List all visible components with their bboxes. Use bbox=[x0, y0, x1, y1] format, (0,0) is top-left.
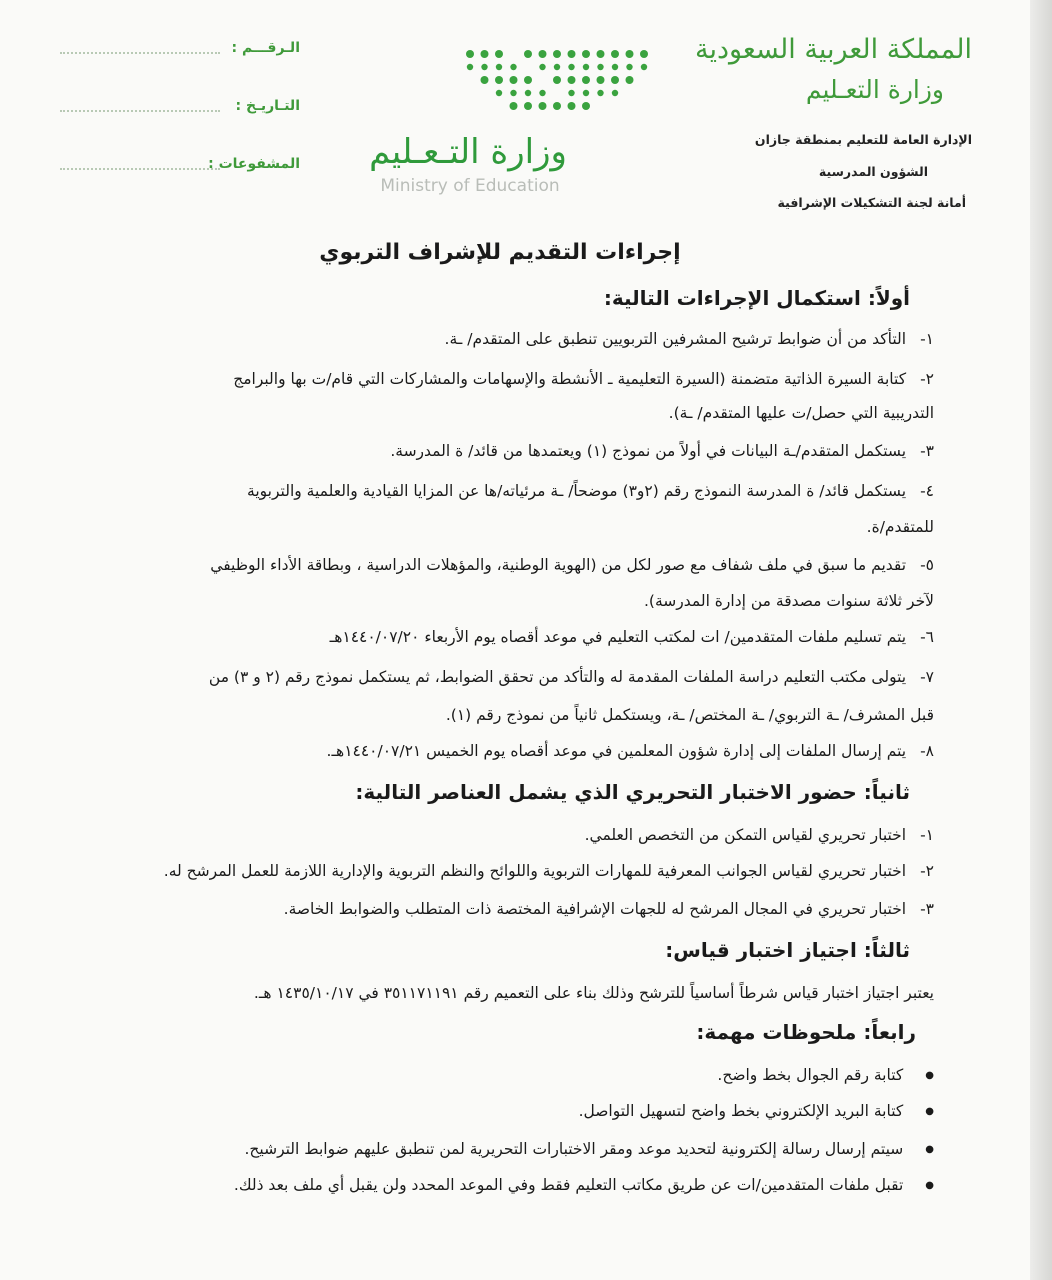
number-dotted-line bbox=[60, 52, 220, 54]
logo-dot bbox=[539, 90, 545, 96]
date-label: التـاريـخ : bbox=[235, 98, 300, 114]
logo-dot bbox=[481, 76, 489, 84]
section-line: الشؤون المدرسية bbox=[818, 164, 928, 179]
logo-dot bbox=[510, 64, 516, 70]
attachments-label: المشفوعات : bbox=[208, 156, 300, 172]
logo-dot bbox=[612, 64, 618, 70]
list-item bbox=[247, 482, 934, 500]
logo-dot bbox=[626, 76, 634, 84]
logo-dot bbox=[510, 90, 516, 96]
item-text: يتم تسليم ملفات المتقدمين/ ات لمكتب التعليم في موعد أقصاه يوم الأربعاء ١٤٤٠/٠٧/٢٠هـ bbox=[329, 628, 907, 646]
header-right-block bbox=[672, 34, 972, 104]
logo-dot bbox=[626, 64, 632, 70]
item-text: يتم إرسال الملفات إلى إدارة شؤون المعلمين في موعد أقصاه يوم الخميس ١٤٤٠/٠٧/٢١هـ. bbox=[326, 742, 907, 760]
item-text: يتولى مكتب التعليم دراسة الملفات المقدمة له والتأكد من تحقق الضوابط، ثم يستكمل نموذج رقم (٢ و ٣) من bbox=[208, 668, 907, 686]
bullet-item: ● سيتم إرسال رسالة إلكترونية لتحديد موعد ومقر الاختبارات التحريرية لمن تنطبق عليهم ضوابط الترشيح. bbox=[244, 1140, 934, 1158]
logo-dot bbox=[568, 90, 574, 96]
logo-dot bbox=[510, 102, 518, 110]
logo-dot bbox=[525, 90, 531, 96]
item-number: ٦- bbox=[920, 628, 934, 646]
logo-dot bbox=[583, 90, 589, 96]
logo-dot bbox=[496, 64, 502, 70]
item-continuation: قبل المشرف/ ـة التربوي/ ـة المختص/ ـة، ويستكمل ثانياً من نموذج رقم (١). bbox=[445, 706, 934, 724]
item-continuation: للمتقدم/ة. bbox=[866, 518, 934, 536]
list-item bbox=[233, 370, 934, 388]
list-item bbox=[390, 442, 934, 460]
department-line: الإدارة العامة للتعليم بمنطقة جازان bbox=[754, 132, 972, 147]
bullet-item: ● كتابة البريد الإلكتروني بخط واضح لتسهيل التواصل. bbox=[579, 1102, 934, 1120]
logo-dot bbox=[597, 90, 603, 96]
logo-dot bbox=[582, 50, 590, 58]
logo-dot bbox=[641, 64, 647, 70]
logo-dot bbox=[496, 90, 502, 96]
item-text: يستكمل قائد/ ة المدرسة النموذج رقم (٢و٣) موضحاً/ ـة مرئياته/ها عن المزايا القيادية والعلمية والتربوية bbox=[247, 482, 907, 500]
logo-dot bbox=[510, 76, 518, 84]
logo-dot bbox=[568, 76, 576, 84]
logo-dot bbox=[481, 50, 489, 58]
logo-english-text: Ministry of Education bbox=[380, 176, 560, 196]
list-item bbox=[585, 826, 934, 844]
section2-heading: ثانياً: حضور الاختبار التحريري الذي يشمل العناصر التالية: bbox=[355, 780, 910, 804]
list-item bbox=[210, 556, 934, 574]
logo-dot bbox=[568, 50, 576, 58]
item-text: اختبار تحريري لقياس التمكن من التخصص العلمي. bbox=[584, 826, 907, 844]
list-item bbox=[445, 330, 934, 348]
list-item bbox=[209, 668, 934, 686]
logo-dot bbox=[582, 76, 590, 84]
item-continuation: لآخر ثلاثة سنوات مصدقة من إدارة المدرسة). bbox=[644, 592, 934, 610]
date-dotted-line bbox=[60, 110, 220, 112]
logo-dot bbox=[524, 76, 532, 84]
logo-dot bbox=[597, 76, 605, 84]
logo-dot bbox=[554, 64, 560, 70]
bullet-item: ● تقبل ملفات المتقدمين/ات عن طريق مكاتب التعليم فقط وفي الموعد المحدد ولن يقبل أي ملف بعد ذلك. bbox=[234, 1176, 934, 1194]
item-text: تقديم ما سبق في ملف شفاف مع صور لكل من (الهوية الوطنية، والمؤهلات الدراسية ، وبطاقة الأداء الوظيفي bbox=[210, 556, 907, 574]
item-number: ٥- bbox=[920, 556, 934, 574]
logo-dot bbox=[481, 64, 487, 70]
item-text: التأكد من أن ضوابط ترشيح المشرفين التربويين تنطبق على المتقدم/ ـة. bbox=[444, 330, 907, 348]
item-number: ٧- bbox=[920, 668, 934, 686]
number-field bbox=[60, 40, 300, 60]
logo-dot bbox=[568, 102, 576, 110]
logo-dot bbox=[582, 102, 590, 110]
item-number: ٢- bbox=[920, 370, 934, 388]
logo-dot bbox=[466, 50, 474, 58]
logo-dot bbox=[539, 64, 545, 70]
logo-dot bbox=[495, 50, 503, 58]
logo-dot bbox=[539, 50, 547, 58]
list-item bbox=[330, 628, 934, 646]
bullet-item: ● كتابة رقم الجوال بخط واضح. bbox=[717, 1066, 934, 1084]
logo-dot bbox=[597, 64, 603, 70]
attachments-dotted-line bbox=[60, 168, 220, 170]
kingdom-name: المملكة العربية السعودية bbox=[694, 34, 972, 65]
section3-text: يعتبر اجتياز اختبار قياس شرطاً أساسياً للترشح وذلك بناء على التعميم رقم ٣٥١١٧١١٩١ في ١٤٣٥/١٠/١٧ هـ. bbox=[253, 984, 934, 1002]
logo-dot bbox=[612, 90, 618, 96]
logo-arabic-text: وزارة التـعـليم bbox=[369, 132, 567, 172]
item-number: ١- bbox=[920, 826, 934, 844]
page-edge bbox=[1030, 0, 1052, 1280]
section3-heading: ثالثاً: اجتياز اختبار قياس: bbox=[665, 938, 910, 962]
document-title: إجراءات التقديم للإشراف التربوي bbox=[319, 240, 681, 265]
logo-dot bbox=[568, 64, 574, 70]
item-number: ١- bbox=[920, 330, 934, 348]
logo-dots-icon bbox=[464, 48, 664, 118]
logo-dot bbox=[467, 64, 473, 70]
logo-dot bbox=[597, 50, 605, 58]
logo-dot bbox=[640, 50, 648, 58]
logo-dot bbox=[524, 102, 532, 110]
logo-dot bbox=[626, 50, 634, 58]
item-number: ٣- bbox=[920, 442, 934, 460]
item-text: يستكمل المتقدم/ـة البيانات في أولاً من نموذج (١) ويعتمدها من قائد/ ة المدرسة. bbox=[390, 442, 907, 460]
logo-dot bbox=[583, 64, 589, 70]
logo-dot bbox=[495, 76, 503, 84]
item-number: ٤- bbox=[920, 482, 934, 500]
item-number: ٣- bbox=[920, 900, 934, 918]
committee-line: أمانة لجنة التشكيلات الإشرافية bbox=[777, 195, 966, 210]
attachments-field bbox=[60, 156, 300, 176]
item-text: كتابة السيرة الذاتية متضمنة (السيرة التعليمية ـ الأنشطة والإسهامات والمشاركات التي قام/ت بها والبرامج bbox=[233, 370, 907, 388]
list-item bbox=[284, 900, 934, 918]
logo-dot bbox=[611, 50, 619, 58]
ministry-name: وزارة التعـليم bbox=[805, 75, 944, 104]
item-text: اختبار تحريري لقياس الجوانب المعرفية للمهارات التربوية واللوائح والنظم التربوية والإدارية اللازمة للعمل المرشح له. bbox=[163, 862, 907, 880]
section4-heading: رابعاً: ملحوظات مهمة: bbox=[696, 1020, 916, 1044]
logo-dot bbox=[524, 50, 532, 58]
section1-heading: أولاً: استكمال الإجراءات التالية: bbox=[603, 286, 910, 310]
date-field bbox=[60, 98, 300, 118]
logo-dot bbox=[553, 102, 561, 110]
item-continuation: التدريبية التي حصل/ت عليها المتقدم/ ـة). bbox=[668, 404, 934, 422]
logo-dot bbox=[539, 102, 547, 110]
item-text: اختبار تحريري في المجال المرشح له للجهات الإشرافية المختصة ذات المتطلب والضوابط الخاصة. bbox=[283, 900, 907, 918]
item-number: ٨- bbox=[920, 742, 934, 760]
list-item bbox=[327, 742, 934, 760]
logo-dot bbox=[611, 76, 619, 84]
logo-dot bbox=[553, 50, 561, 58]
number-label: الـرقـــم : bbox=[231, 40, 300, 56]
ministry-logo bbox=[360, 40, 580, 200]
item-number: ٢- bbox=[920, 862, 934, 880]
logo-dot bbox=[553, 76, 561, 84]
list-item bbox=[164, 862, 934, 880]
